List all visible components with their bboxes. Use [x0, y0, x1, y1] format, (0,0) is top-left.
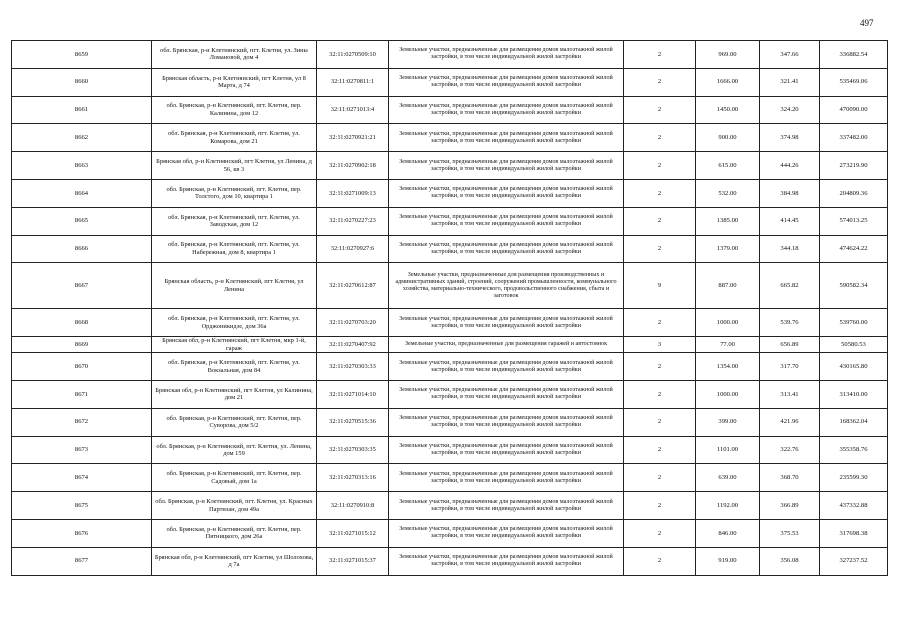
row-number-cell: 8660 — [12, 68, 152, 96]
land-use-cell: Земельные участки, предназначенные для размещения домов малоэтажной жилой застройки, в том числе индивидуальной жилой застройки — [389, 492, 624, 520]
address-cell: обл. Брянская, р-н Клетнянский, пгт. Клетня, пер. Садовый, дом 1а — [152, 464, 317, 492]
specific-value-cell: 356.08 — [760, 547, 820, 575]
table-row — [12, 124, 888, 152]
table-row — [12, 353, 888, 381]
land-use-cell: Земельные участки, предназначенные для размещения домов малоэтажной жилой застройки, в том числе индивидуальной жилой застройки — [389, 124, 624, 152]
use-group-cell: 2 — [624, 381, 696, 409]
row-number-cell: 8677 — [12, 547, 152, 575]
table-row — [12, 492, 888, 520]
use-group-cell: 2 — [624, 124, 696, 152]
cadastral-number-cell: 32:11:0270303:33 — [317, 353, 389, 381]
land-use-cell: Земельные участки, предназначенные для размещения домов малоэтажной жилой застройки, в том числе индивидуальной жилой застройки — [389, 235, 624, 263]
row-number-cell: 8668 — [12, 309, 152, 337]
area-cell: 1000.00 — [696, 381, 760, 409]
area-cell: 1000.00 — [696, 309, 760, 337]
area-cell: 1354.00 — [696, 353, 760, 381]
cadastral-value-cell: 204809.36 — [820, 179, 888, 207]
cadastral-number-cell: 32:11:0270303:35 — [317, 436, 389, 464]
address-cell: обл. Брянская, р-н Клетнянский, пгт. Клетня, ул. Орджоникидзе, дом 36а — [152, 309, 317, 337]
use-group-cell: 2 — [624, 492, 696, 520]
cadastral-number-cell: 32:11:0271014:10 — [317, 381, 389, 409]
address-cell: обл. Брянская, р-н Клетнянский, пгт. Клетня, ул. Заводская, дом 12 — [152, 207, 317, 235]
area-cell: 615.00 — [696, 152, 760, 180]
cadastral-number-cell: 32:11:0270407:92 — [317, 337, 389, 353]
cadastral-value-cell: 590582.34 — [820, 263, 888, 309]
land-use-cell: Земельные участки, предназначенные для размещения домов малоэтажной жилой застройки, в том числе индивидуальной жилой застройки — [389, 41, 624, 69]
area-cell: 1101.00 — [696, 436, 760, 464]
table-row — [12, 207, 888, 235]
specific-value-cell: 656.89 — [760, 337, 820, 353]
page-number: 497 — [860, 18, 874, 28]
address-cell: обл. Брянская, р-н Клетнянский, пгт. Клетня, пер. Суворова, дом 5/2 — [152, 408, 317, 436]
specific-value-cell: 384.98 — [760, 179, 820, 207]
land-use-cell: Земельные участки, предназначенные для размещения домов малоэтажной жилой застройки, в том числе индивидуальной жилой застройки — [389, 207, 624, 235]
area-cell: 846.00 — [696, 520, 760, 548]
use-group-cell: 2 — [624, 179, 696, 207]
table-row — [12, 235, 888, 263]
cadastral-number-cell: 32:11:0270902:18 — [317, 152, 389, 180]
address-cell: обл. Брянская, р-н Клетнянский, пгт. Клетня, ул. Красных Партизан, дом 49а — [152, 492, 317, 520]
address-cell: обл. Брянская, р-н Клетнянский, пгт. Клетня, ул. Комарова, дом 21 — [152, 124, 317, 152]
use-group-cell: 2 — [624, 520, 696, 548]
area-cell: 1379.00 — [696, 235, 760, 263]
area-cell: 532.00 — [696, 179, 760, 207]
land-use-cell: Земельные участки, предназначенные для размещения домов малоэтажной жилой застройки, в том числе индивидуальной жилой застройки — [389, 547, 624, 575]
use-group-cell: 2 — [624, 96, 696, 124]
address-cell: Брянская обл, р-н Клетнянский, пгт Клетня, ул Шолохова, д 7а — [152, 547, 317, 575]
row-number-cell: 8673 — [12, 436, 152, 464]
land-use-cell: Земельные участки, предназначенные для размещения производственных и административных зданий, строений, сооружений промышленности, коммунального хозяйства, материально-технического, продовольственного снабжения, сбыта и заготовок — [389, 263, 624, 309]
table-row — [12, 309, 888, 337]
cadastral-value-cell: 430165.80 — [820, 353, 888, 381]
specific-value-cell: 374.98 — [760, 124, 820, 152]
row-number-cell: 8663 — [12, 152, 152, 180]
specific-value-cell: 444.26 — [760, 152, 820, 180]
use-group-cell: 2 — [624, 309, 696, 337]
cadastral-value-cell: 474624.22 — [820, 235, 888, 263]
table-row — [12, 68, 888, 96]
address-cell: обл. Брянская, р-н Клетнянский, пгт. Клетня, ул. Ленина, дом 159 — [152, 436, 317, 464]
area-cell: 919.00 — [696, 547, 760, 575]
registry-body — [12, 41, 888, 576]
area-cell: 1192.00 — [696, 492, 760, 520]
use-group-cell: 9 — [624, 263, 696, 309]
address-cell: обл. Брянская, р-н Клетнянский, пгт. Клетня, пер. Пятницкого, дом 26а — [152, 520, 317, 548]
land-use-cell: Земельные участки, предназначенные для размещения домов малоэтажной жилой застройки, в том числе индивидуальной жилой застройки — [389, 520, 624, 548]
specific-value-cell: 368.70 — [760, 464, 820, 492]
cadastral-value-cell: 235599.30 — [820, 464, 888, 492]
land-use-cell: Земельные участки, предназначенные для размещения домов малоэтажной жилой застройки, в том числе индивидуальной жилой застройки — [389, 179, 624, 207]
row-number-cell: 8664 — [12, 179, 152, 207]
cadastral-number-cell: 32:11:0270910:8 — [317, 492, 389, 520]
row-number-cell: 8659 — [12, 41, 152, 69]
use-group-cell: 2 — [624, 547, 696, 575]
row-number-cell: 8661 — [12, 96, 152, 124]
specific-value-cell: 414.45 — [760, 207, 820, 235]
use-group-cell: 3 — [624, 337, 696, 353]
land-use-cell: Земельные участки, предназначенные для размещения домов малоэтажной жилой застройки, в том числе индивидуальной жилой застройки — [389, 381, 624, 409]
cadastral-value-cell: 168362.04 — [820, 408, 888, 436]
table-row — [12, 547, 888, 575]
use-group-cell: 2 — [624, 41, 696, 69]
row-number-cell: 8666 — [12, 235, 152, 263]
table-row — [12, 520, 888, 548]
table-row — [12, 96, 888, 124]
cadastral-number-cell: 32:11:0271013:4 — [317, 96, 389, 124]
land-use-cell: Земельные участки, предназначенные для размещения домов малоэтажной жилой застройки, в том числе индивидуальной жилой застройки — [389, 464, 624, 492]
cadastral-number-cell: 32:11:0270612:87 — [317, 263, 389, 309]
land-use-cell: Земельные участки, предназначенные для размещения гаражей и автостоянок — [389, 337, 624, 353]
address-cell: Брянская обл, р-н Клетнянский, пгт Клетня, ул Калинина, дом 21 — [152, 381, 317, 409]
address-cell: обл. Брянская, р-н Клетнянский, пгт. Клетня, ул. Зины Ломановой, дом 4 — [152, 41, 317, 69]
specific-value-cell: 421.96 — [760, 408, 820, 436]
specific-value-cell: 347.66 — [760, 41, 820, 69]
area-cell: 399.00 — [696, 408, 760, 436]
cadastral-number-cell: 32:11:0270927:6 — [317, 235, 389, 263]
cadastral-value-cell: 313410.00 — [820, 381, 888, 409]
cadastral-number-cell: 32:11:0270921:21 — [317, 124, 389, 152]
use-group-cell: 2 — [624, 353, 696, 381]
address-cell: Брянская область, р-н Клетнянский, пгт Клетня, ул 8 Марта, д 74 — [152, 68, 317, 96]
cadastral-value-cell: 317698.38 — [820, 520, 888, 548]
row-number-cell: 8676 — [12, 520, 152, 548]
land-use-cell: Земельные участки, предназначенные для размещения домов малоэтажной жилой застройки, в том числе индивидуальной жилой застройки — [389, 408, 624, 436]
area-cell: 900.00 — [696, 124, 760, 152]
specific-value-cell: 313.41 — [760, 381, 820, 409]
use-group-cell: 2 — [624, 152, 696, 180]
row-number-cell: 8675 — [12, 492, 152, 520]
row-number-cell: 8667 — [12, 263, 152, 309]
table-row — [12, 464, 888, 492]
cadastral-value-cell: 437332.88 — [820, 492, 888, 520]
row-number-cell: 8665 — [12, 207, 152, 235]
table-row — [12, 408, 888, 436]
cadastral-value-cell: 574013.25 — [820, 207, 888, 235]
area-cell: 77.00 — [696, 337, 760, 353]
table-row — [12, 41, 888, 69]
specific-value-cell: 366.89 — [760, 492, 820, 520]
table-row — [12, 436, 888, 464]
use-group-cell: 2 — [624, 235, 696, 263]
row-number-cell: 8672 — [12, 408, 152, 436]
area-cell: 887.00 — [696, 263, 760, 309]
address-cell: обл. Брянская, р-н Клетнянский, пгт. Клетня, пер. Толстого, дом 10, квартира 1 — [152, 179, 317, 207]
cadastral-value-cell: 327237.52 — [820, 547, 888, 575]
table-row — [12, 263, 888, 309]
cadastral-number-cell: 32:11:0270515:36 — [317, 408, 389, 436]
land-use-cell: Земельные участки, предназначенные для размещения домов малоэтажной жилой застройки, в том числе индивидуальной жилой застройки — [389, 353, 624, 381]
specific-value-cell: 322.76 — [760, 436, 820, 464]
cadastral-number-cell: 32:11:0271015:37 — [317, 547, 389, 575]
land-use-cell: Земельные участки, предназначенные для размещения домов малоэтажной жилой застройки, в том числе индивидуальной жилой застройки — [389, 96, 624, 124]
address-cell: обл. Брянская, р-н Клетнянский, пгт. Клетня, ул. Набережная, дом 8, квартира 1 — [152, 235, 317, 263]
land-use-cell: Земельные участки, предназначенные для размещения домов малоэтажной жилой застройки, в том числе индивидуальной жилой застройки — [389, 152, 624, 180]
cadastral-number-cell: 32:11:0270509:10 — [317, 41, 389, 69]
address-cell: Брянская обл, р-н Клетнянский, пгт Клетня, ул Ленина, д 56, кв 3 — [152, 152, 317, 180]
row-number-cell: 8669 — [12, 337, 152, 353]
use-group-cell: 2 — [624, 464, 696, 492]
address-cell: обл. Брянская, р-н Клетнянский, пгт. Клетня, пер. Калинина, дом 12 — [152, 96, 317, 124]
cadastral-value-cell: 535469.06 — [820, 68, 888, 96]
specific-value-cell: 321.41 — [760, 68, 820, 96]
land-use-cell: Земельные участки, предназначенные для размещения домов малоэтажной жилой застройки, в том числе индивидуальной жилой застройки — [389, 68, 624, 96]
specific-value-cell: 317.70 — [760, 353, 820, 381]
table-row — [12, 179, 888, 207]
land-use-cell: Земельные участки, предназначенные для размещения домов малоэтажной жилой застройки, в том числе индивидуальной жилой застройки — [389, 309, 624, 337]
cadastral-value-cell: 336882.54 — [820, 41, 888, 69]
area-cell: 969.00 — [696, 41, 760, 69]
cadastral-number-cell: 32:11:0270811:1 — [317, 68, 389, 96]
address-cell: обл. Брянская, р-н Клетнянский, пгт. Клетня, ул. Вокзальная, дом 84 — [152, 353, 317, 381]
cadastral-value-cell: 337482.00 — [820, 124, 888, 152]
area-cell: 1666.00 — [696, 68, 760, 96]
area-cell: 1450.00 — [696, 96, 760, 124]
row-number-cell: 8671 — [12, 381, 152, 409]
row-number-cell: 8674 — [12, 464, 152, 492]
specific-value-cell: 665.82 — [760, 263, 820, 309]
area-cell: 1385.00 — [696, 207, 760, 235]
cadastral-number-cell: 32:11:0271009:13 — [317, 179, 389, 207]
area-cell: 639.00 — [696, 464, 760, 492]
cadastral-number-cell: 32:11:0271015:12 — [317, 520, 389, 548]
use-group-cell: 2 — [624, 408, 696, 436]
row-number-cell: 8670 — [12, 353, 152, 381]
cadastral-value-cell: 539760.00 — [820, 309, 888, 337]
table-row — [12, 152, 888, 180]
land-use-cell: Земельные участки, предназначенные для размещения домов малоэтажной жилой застройки, в том числе индивидуальной жилой застройки — [389, 436, 624, 464]
address-cell: Брянская область, р-н Клетнянский, пгт Клетня, ул Ленина — [152, 263, 317, 309]
specific-value-cell: 344.18 — [760, 235, 820, 263]
specific-value-cell: 375.53 — [760, 520, 820, 548]
table-row — [12, 337, 888, 353]
use-group-cell: 2 — [624, 207, 696, 235]
cadastral-number-cell: 32:11:0270227:23 — [317, 207, 389, 235]
table-row — [12, 381, 888, 409]
specific-value-cell: 539.76 — [760, 309, 820, 337]
cadastral-value-cell: 50580.53 — [820, 337, 888, 353]
land-registry-table — [11, 40, 888, 576]
specific-value-cell: 324.20 — [760, 96, 820, 124]
cadastral-number-cell: 32:11:0270313:16 — [317, 464, 389, 492]
cadastral-value-cell: 273219.90 — [820, 152, 888, 180]
address-cell: Брянская обл, р-н Клетнянский, пгт Клетня, мкр 1-й, гараж — [152, 337, 317, 353]
use-group-cell: 2 — [624, 68, 696, 96]
row-number-cell: 8662 — [12, 124, 152, 152]
cadastral-value-cell: 355358.76 — [820, 436, 888, 464]
use-group-cell: 2 — [624, 436, 696, 464]
cadastral-number-cell: 32:11:0270703:20 — [317, 309, 389, 337]
cadastral-value-cell: 470090.00 — [820, 96, 888, 124]
